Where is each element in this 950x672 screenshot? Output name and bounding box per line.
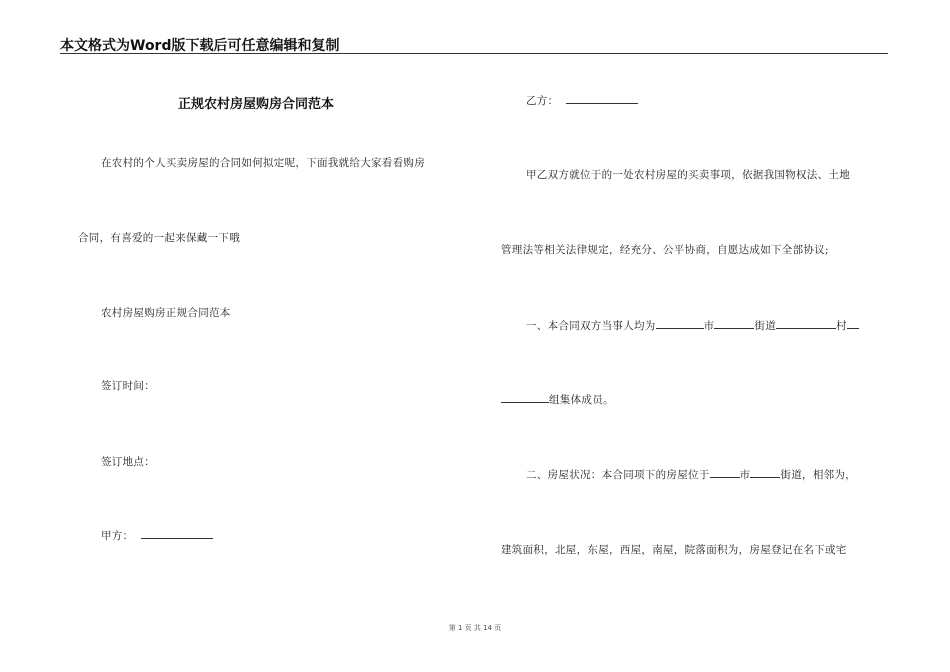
clause1-blank-5 [501,392,549,403]
clause1-street: 街道 [754,320,777,332]
party-b-line [526,93,638,108]
header-banner: 本文格式为Word版下载后可任意编辑和复制 [60,38,340,54]
clause1-city: 市 [703,320,715,332]
clause1-blank-2 [714,318,754,329]
party-a-label: 甲方： [101,530,134,542]
sign-place-label: 签订地点： [101,456,155,468]
clause2-blank-1 [710,467,740,478]
clause1-prefix: 一、本合同双方当事人均为 [526,320,656,332]
contract-subtitle: 农村房屋购房正规合同范本 [101,307,231,319]
clause2-street: 街道，相邻为， [780,469,857,481]
clause1-village: 村 [836,320,847,332]
party-b-blank [566,93,638,104]
party-a-line [101,528,213,543]
clause1-line2 [501,392,614,407]
paragraph1-line2: 管理法等相关法律规定，经充分、公平协商，自愿达成如下全部协议; [501,244,829,256]
clause2-line2: 建筑面积，北屋，东屋，西屋，南屋，院落面积为，房屋登记在名下或宅 [501,544,847,556]
clause1-blank-1 [656,318,704,329]
clause2-blank-2 [750,467,780,478]
intro-line-2: 合同，有喜爱的一起来保藏一下哦 [78,232,240,244]
page-footer: 第 1 页 共 14 页 [448,624,502,632]
document-title: 正规农村房屋购房合同范本 [178,97,335,112]
intro-line-1: 在农村的个人买卖房屋的合同如何拟定呢，下面我就给大家看看购房 [101,157,425,169]
party-a-blank [141,528,213,539]
clause2-prefix: 二、房屋状况：本合同项下的房屋位于 [526,469,710,481]
clause1-blank-3 [776,318,836,329]
sign-time-label: 签订时间： [101,380,155,392]
clause1-line2-suffix: 组集体成员。 [549,394,614,406]
clause1-line1 [526,318,859,333]
clause2-line1 [526,467,856,482]
clause2-city: 市 [739,469,751,481]
clause1-blank-4 [847,318,859,329]
header-rule [60,53,888,54]
party-b-label: 乙方： [526,95,559,107]
paragraph1-line1: 甲乙双方就位于的一处农村房屋的买卖事项，依据我国物权法、土地 [526,169,850,181]
